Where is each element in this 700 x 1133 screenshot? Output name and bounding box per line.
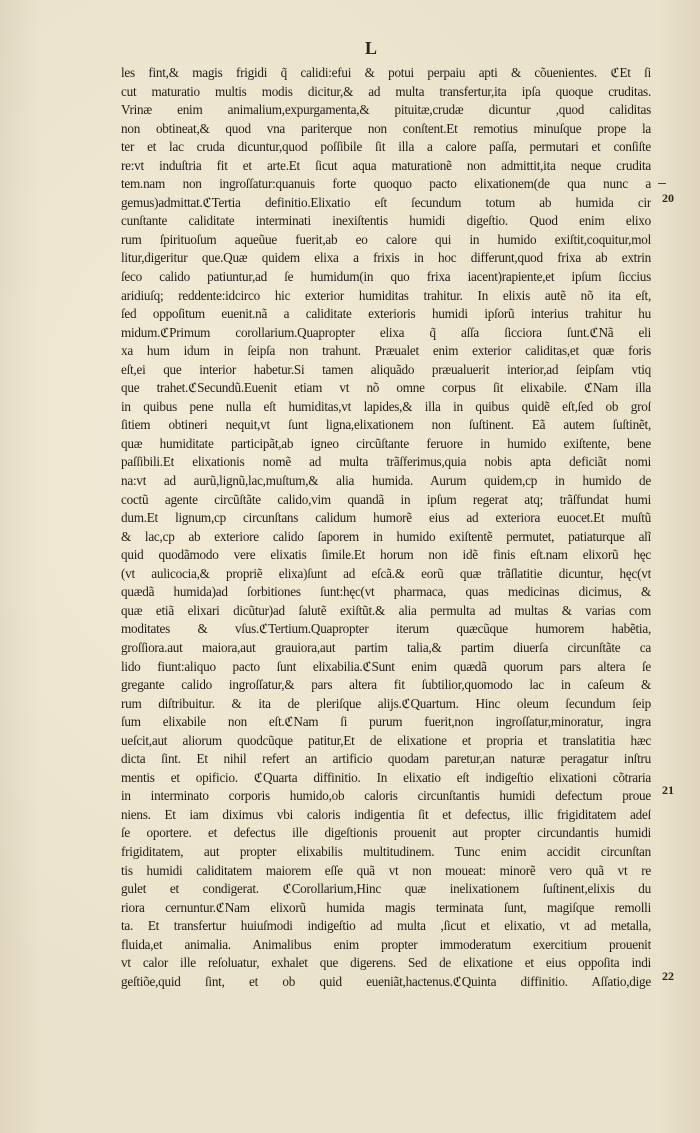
text-line: Vrinæ enim animalium,expurgamenta,& pituitæ,crudæ dicuntur ,quod caliditas	[121, 102, 651, 118]
text-line: frigiditatem, aut propter elixabilis multitudinem. Tunc enim accidit circunſtan	[121, 843, 651, 859]
text-line: na:vt ad aurũ,lignũ,lac,muſtum,& alia humida. Aurum quidem,cp in humido de	[121, 473, 651, 489]
text-line: ueſcit,aut aliorum quodcũque patitur,Et de elixatione et propria et translatitia hæc	[121, 732, 651, 748]
text-line: gulet et condigerat. ℭCorollarium,Hinc quæ inelixationem ſuſtinent,elixis du	[121, 881, 651, 897]
text-line: non obtineat,& quod vna pariterque non conſtent.Et remotius minuſque prope la	[121, 120, 651, 136]
text-line: groſſiora.aut maiora,aut grauiora,aut partim talia,& partim diuerſa circunſtãte ca	[121, 639, 651, 655]
text-line: (vt aulicocia,& propriẽ elixa)ſunt ad eſcã.& eorũ quæ trãſlatitie dicuntur, hęc(vt	[121, 565, 651, 581]
text-line: ſe oportere. et defectus ille digeſtionis prouenit aut propter circundantis humidi	[121, 825, 651, 841]
text-line: les fint,& magis frigidi q̃ calidi:efui & potui perpaiu apti & cõuenientes. ℭEt ſi	[121, 65, 651, 80]
text-line: tis humidi caliditatem maiorem eſſe quã vt non moueat: minorẽ vero quã vt re	[121, 862, 651, 878]
text-line: gregante calido ingroſſatur,& pars altera fit ſubtilior,quomodo lac in caſeum &	[121, 677, 651, 693]
text-line: dum.Et lignum,cp circunſtans calidum humorẽ eius ad exteriora euocet.Et muſtũ	[121, 510, 651, 526]
folio-signature: L	[364, 38, 377, 58]
text-line: xa hum idum in ſeipſa non trahunt. Præualet enim exterior caliditas,et quæ foris	[121, 343, 651, 359]
text-line: litur,digeritur que.Quæ quidem elixa a frixis in hoc differunt,quod frixa ab extrin	[121, 250, 651, 266]
text-line: quid quodãmodo vere elixatis ſimile.Et horum non idẽ finis eſt.nam elixorũ hęc	[121, 547, 651, 563]
text-line: quædã humida)ad ſorbitiones ſunt:hęc(vt pharmaca, quas medicinas dicimus, &	[121, 584, 651, 600]
margin-dash	[658, 183, 666, 184]
text-line: fluida,et animalia. Animalibus enim propter immoderatum exercitium prouenit	[121, 936, 651, 952]
text-line: paſſibili.Et elixationis nomẽ ad multa trãſferimus,quia nobis apta deficiãt nomi	[121, 454, 651, 470]
text-line: rum ſpirituoſum aqueũue fuerit,ab eo calore qui in humido exiſtit,coquitur,mol	[121, 231, 651, 247]
text-line: rum diſtribuitur. & ita de pleriſque alijs.ℭQuartum. Hinc oleum ſecundum ſeip	[121, 695, 651, 711]
text-line: niens. Et iam diximus vbi caloris indigentia ſit et defectus, illic frigiditatem adeſ	[121, 806, 651, 822]
text-line: moditates & vſus.ℭTertium.Quapropter iterum quæcũque humorem habẽtia,	[121, 621, 651, 637]
text-line: in quibus pene nulla eſt humiditas,vt lapides,& illa in quibus quidẽ eſt,ſed ob groſ	[121, 398, 651, 414]
text-line: vt calor ille reſoluatur, exhalet que digerens. Sed de elixatione et eius oppoſita indi	[121, 955, 651, 971]
text-line: ſeco calido patiuntur,ad ſe humidum(in quo frixa iacent)rapiente,et ipſum ſiccius	[121, 269, 651, 285]
margin-note-20: 20	[662, 191, 674, 205]
text-line: aridiuſq; reddente:idcirco hic exterior humiditas trahitur. In elixis autẽ nõ ita eſt,	[121, 287, 651, 303]
text-line: que trahet.ℭSecundũ.Euenit etiam vt nõ omne corpus ſit elixabile. ℭNam illa	[121, 380, 651, 396]
text-line: gemus)admittat.ℭTertia definitio.Elixatio eſt ſecundum totum ab humida cir	[121, 194, 651, 210]
margin-note-21: 21	[662, 783, 674, 797]
text-line: in interminato corporis humido,ob caloris circunſtantis humidi defectum proue	[121, 788, 651, 804]
text-line: dicta ſint. Et nihil refert an artificio quodam paretur,an naturæ peragatur inſtru	[121, 751, 651, 767]
margin-note-22: 22	[662, 969, 674, 983]
text-line: quæ humiditate participãt,ab igneo circũſtante feruore in humido exiſtente, bene	[121, 435, 651, 451]
text-line: coctũ agente circũſtãte calido,vim quandã in ipſum regerat atq; trãſfundat humi	[121, 491, 651, 507]
text-line: cut maturatio multis modis dicitur,& ad multa transfertur,ita ipſa quoque cruditas.	[121, 83, 651, 99]
body-text	[121, 64, 651, 991]
text-line: mentis et opificio. ℭQuarta diffinitio. In elixatio eſt indigeſtio elixationi cõtraria	[121, 769, 651, 785]
text-line: geſtiõe,quid ſint, et ob quid eueniãt,hactenus.ℭQuinta diffinitio. Aſſatio,dige	[121, 973, 651, 989]
text-line: ſum elixabile non eſt.ℭNam ſi purum fuerit,non ingroſſatur,minoratur, ingra	[121, 714, 651, 730]
text-line: quæ etiã elixari dicũtur)ad ſalutẽ exiſtũt.& alia permulta ad multas & varias com	[121, 602, 651, 618]
text-line: ſed oppoſitum euenit.nã a caliditate exterioris humidi ipſorũ interius trahitur hu	[121, 306, 651, 322]
text-line: midum.ℭPrimum corollarium.Quapropter elixa q̃ aſſa ſicciora ſunt.ℭNã eli	[121, 324, 651, 340]
text-line: & lac,cp ab exteriore calido ſaporem in humido exiſtentẽ permutet, patiaturque alĩ	[121, 528, 651, 544]
text-line: ter et lac cruda dicuntur,quod poſſibile ſit illa a calore paſſa, permutari et conſiſte	[121, 139, 651, 155]
text-line: ſitiem obtineri nequit,vt ſunt ligna,elixationem non ſuſtinent. Eã autem ſuſtinẽt,	[121, 417, 651, 433]
text-line: re:vt induſtria fit et arte.Et ſicut aqua maturationẽ non admittit,ita neque crudita	[121, 157, 651, 173]
text-line: riora cernuntur.ℭNam elixorũ humida magis terminata ſunt, magiſque remolli	[121, 899, 651, 915]
text-line: lido fiunt:aliquo pacto ſunt elixabilia.ℭSunt enim quædã quorum pars altera ſe	[121, 658, 651, 674]
text-line: eſt,ei que interior habetur.Si tamen aliquãdo præualuerit interior,ad ſeipſam vtiq	[121, 361, 651, 377]
text-line: ta. Et transfertur huiuſmodi indigeſtio ad multa ,ſicut et elixatio, vt ad metalla,	[121, 918, 651, 934]
text-line: tem.nam non ingroſſatur:quanuis forte quoquo pacto elixationem(de qua nunc a	[121, 176, 651, 192]
text-line: cunſtante caliditate interminati inexiſtentis humidi digeſtio. Quod enim elixo	[121, 213, 651, 229]
